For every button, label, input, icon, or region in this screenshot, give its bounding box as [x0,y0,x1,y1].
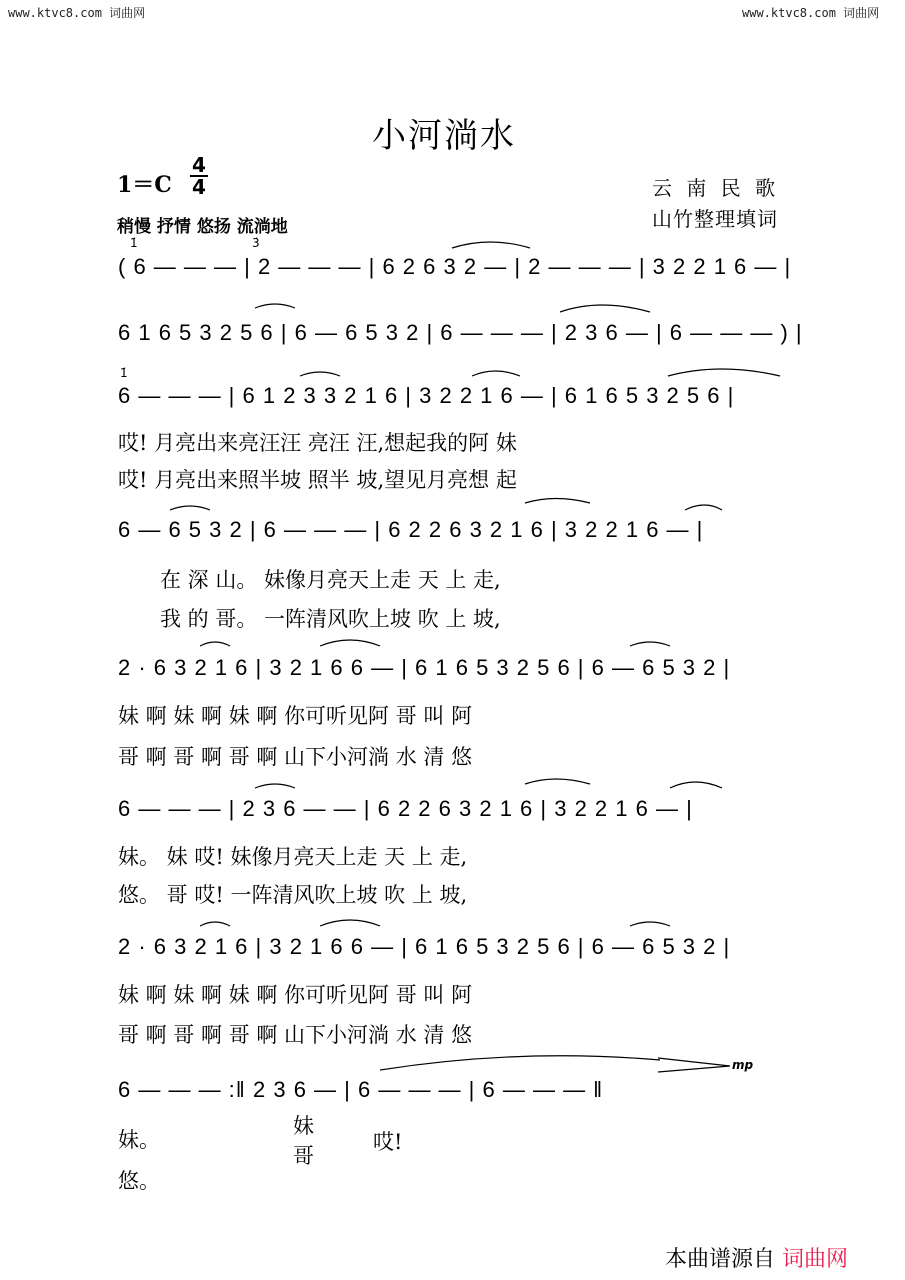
slur-12 [630,642,670,646]
source-footer [665,1242,848,1273]
slur-10 [200,642,230,646]
slur-2 [255,304,295,308]
lyric-line-7a: 妹 啊 妹 啊 妹 啊 你可听见阿 哥 叫 阿 [118,983,473,1007]
slur-6 [668,369,780,376]
score-system-7: 2 · 6 3 2 1 6 | 3 2 1 6 6 — | 6 1 6 5 3 2 5 6 | 6 — 6 5 3 2 | [118,934,731,959]
slur-11 [320,640,380,646]
slur-5 [300,372,340,376]
time-signature: $\frac{4}{4}$ [190,155,208,197]
origin-credit: 云 南 民 歌 [652,176,780,200]
score-system-8: 6 — — — :‖ 2 3 6 — | 6 — — — | 6 — — — ‖ [118,1077,604,1102]
grace-note-1: 1̇ [130,236,138,250]
lyric-line-4b: 我 的 哥。 一阵清风吹上坡 吹 上 坡, [160,607,501,631]
score-system-1: ( 6 — — — | 2 — — — | 6 2 6 3 2 — | 2 — — — | 3 2 2 1 6 — | [118,254,792,279]
decrescendo-hairpin [658,1058,730,1072]
tempo-marking: 稍慢 抒情 悠扬 流淌地 [117,217,288,237]
lyric-line-7b: 哥 啊 哥 啊 哥 啊 山下小河淌 水 清 悠 [118,1023,473,1047]
watermark-left: www.ktvc8.com 词曲网 [8,6,146,20]
lyric-line-3a: 哎! 月亮出来亮汪汪 亮汪 汪,想起我的阿 妹 [118,431,517,455]
lyric-line-6b: 悠。 哥 哎! 一阵清风吹上坡 吹 上 坡, [118,883,468,907]
slur-3 [560,305,650,312]
slur-9 [685,505,722,510]
lyric-line-3b: 哎! 月亮出来照半坡 照半 坡,望见月亮想 起 [118,468,517,492]
slur-17 [320,920,380,926]
slur-1 [452,242,530,248]
score-system-5: 2 · 6 3 2 1 6 | 3 2 1 6 6 — | 6 1 6 5 3 2 5 6 | 6 — 6 5 3 2 | [118,655,731,680]
slur-7 [170,506,210,510]
source-brand-link[interactable]: 词曲网 [782,1247,849,1272]
arranger-credit: 山竹整理填词 [652,207,778,231]
watermark-right: www.ktvc8.com 词曲网 [742,6,880,20]
lyric-line-8b: 悠。 [118,1169,160,1193]
song-title: 小河淌水 [372,116,516,156]
score-system-3: 6 — — — | 6 1 2 3 3 2 1 6 | 3 2 2 1 6 — | 6 1 6 5 3 2 5 6 | [118,383,735,408]
score-system-4: 6 — 6 5 3 2 | 6 — — — | 6 2 2 6 3 2 1 6 | 3 2 2 1 6 — | [118,517,704,542]
slur-19 [380,1056,660,1070]
score-system-2: 6 1 6 5 3 2 5 6 | 6 — 6 5 3 2 | 6 — — — | 2 3 6 — | 6 — — — ) | [118,320,803,345]
slur-18 [630,922,670,926]
grace-note-3: 1̇ [120,366,128,380]
grace-note-2: 3̇ [252,236,260,250]
lyric-line-6a: 妹。 妹 哎! 妹像月亮天上走 天 上 走, [118,845,468,869]
slur-14 [525,779,590,784]
lyric-line-4a: 在 深 山。 妹像月亮天上走 天 上 走, [160,568,501,592]
slur-13 [255,784,295,788]
slur-16 [200,922,230,926]
lyric-line-5b: 哥 啊 哥 啊 哥 啊 山下小河淌 水 清 悠 [118,745,473,769]
score-system-6: 6 — — — | 2 3 6 — — | 6 2 2 6 3 2 1 6 | 3 2 2 1 6 — | [118,796,693,821]
slur-8 [525,499,590,504]
lyric-mid-top: 妹 [293,1114,314,1138]
lyric-line-8a: 妹。 [118,1128,160,1152]
source-prefix: 本曲谱源自 [665,1247,776,1272]
lyric-mid-bottom: 哥 [293,1144,314,1168]
slur-4 [472,371,520,376]
lyric-line-5a: 妹 啊 妹 啊 妹 啊 你可听见阿 哥 叫 阿 [118,704,473,728]
slur-15 [670,782,722,788]
key-signature: 1＝C [117,172,172,198]
dynamic-marking: mp [732,1058,754,1072]
lyric-mid-end: 哎! [373,1130,403,1154]
